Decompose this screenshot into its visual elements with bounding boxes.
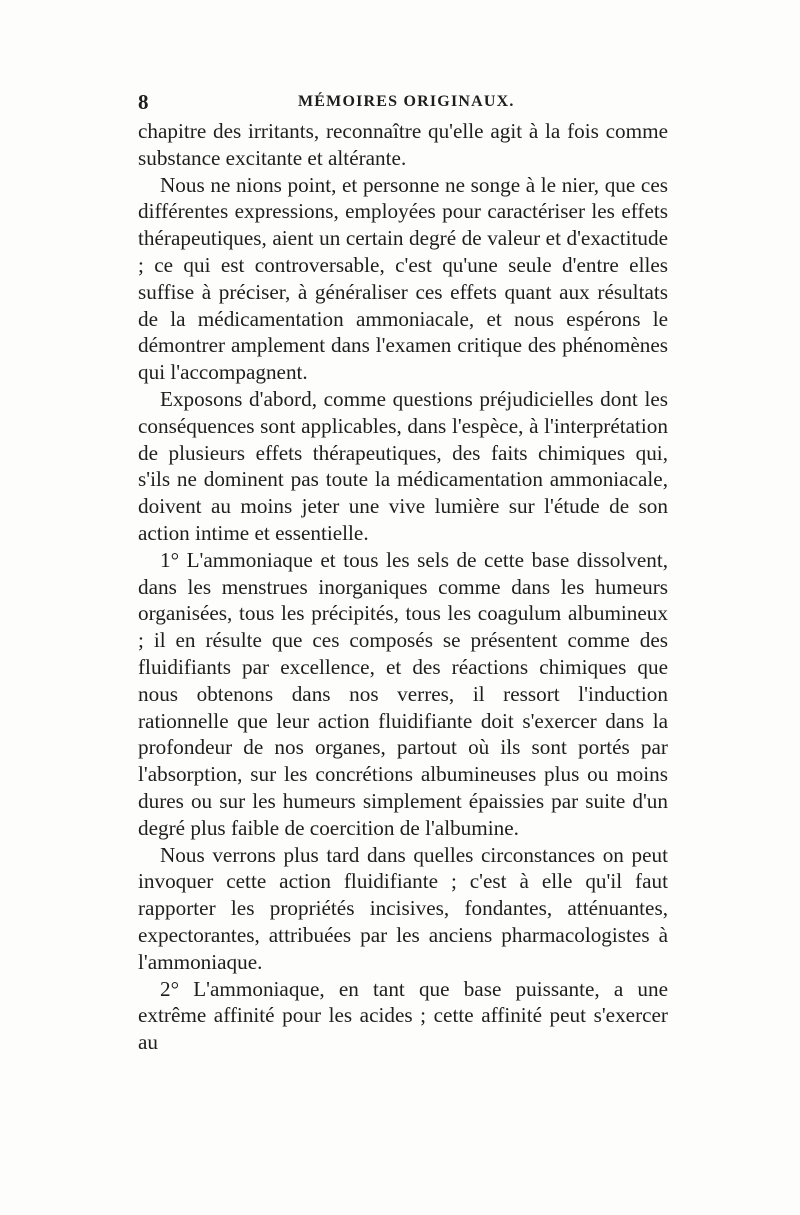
paragraph: Nous verrons plus tard dans quelles circonstances on peut invoquer cette action fluidifiante ; c'est à elle qu'il faut rapporter les propriétés incisives, fondantes, atténuantes, expectorantes, attribuées par les anciens pharmacologistes à l'ammoniaque. (138, 842, 668, 974)
paragraph: Nous ne nions point, et personne ne songe à le nier, que ces différentes expressions, employées pour caractériser les effets thérapeutiques, aient un certain degré de valeur et d'exactitude ; ce qui est controversable, c'est qu'une seule d'entre elles suffise à préciser, à généraliser ces effets quant aux résultats de la médicamentation ammoniacale, et nous espérons le démontrer amplement dans l'examen critique des phénomènes qui l'accompagnent. (138, 172, 668, 385)
running-head (138, 90, 668, 116)
paragraph: 2° L'ammoniaque, en tant que base puissante, a une extrême affinité pour les acides ; cette affinité peut s'exercer au (138, 976, 668, 1055)
page-number: 8 (138, 90, 149, 114)
running-title: MÉMOIRES ORIGINAUX. (298, 93, 515, 110)
paragraph: 1° L'ammoniaque et tous les sels de cette base dissolvent, dans les menstrues inorganiques comme dans les humeurs organisées, tous les précipités, tous les coagulum albumineux ; il en résulte que ces composés se présentent comme des fluidifiants par excellence, et des réactions chimiques que nous obtenons dans nos verres, il ressort l'induction rationnelle que leur action fluidifiante doit s'exercer dans la profondeur de nos organes, partout où ils sont portés par l'absorption, sur les concrétions albumineuses plus ou moins dures ou sur les humeurs simplement épaissies par suite d'un degré plus faible de coercition de l'albumine. (138, 547, 668, 840)
paragraph: Exposons d'abord, comme questions préjudicielles dont les conséquences sont applicables, dans l'espèce, à l'interprétation de plusieurs effets thérapeutiques, des faits chimiques qui, s'ils ne dominent pas toute la médicamentation ammoniacale, doivent au moins jeter une vive lumière sur l'étude de son action intime et essentielle. (138, 386, 668, 545)
paragraph-continuation: chapitre des irritants, reconnaître qu'elle agit à la fois comme substance excitante et altérante. (138, 119, 668, 170)
body-text (138, 118, 668, 1056)
